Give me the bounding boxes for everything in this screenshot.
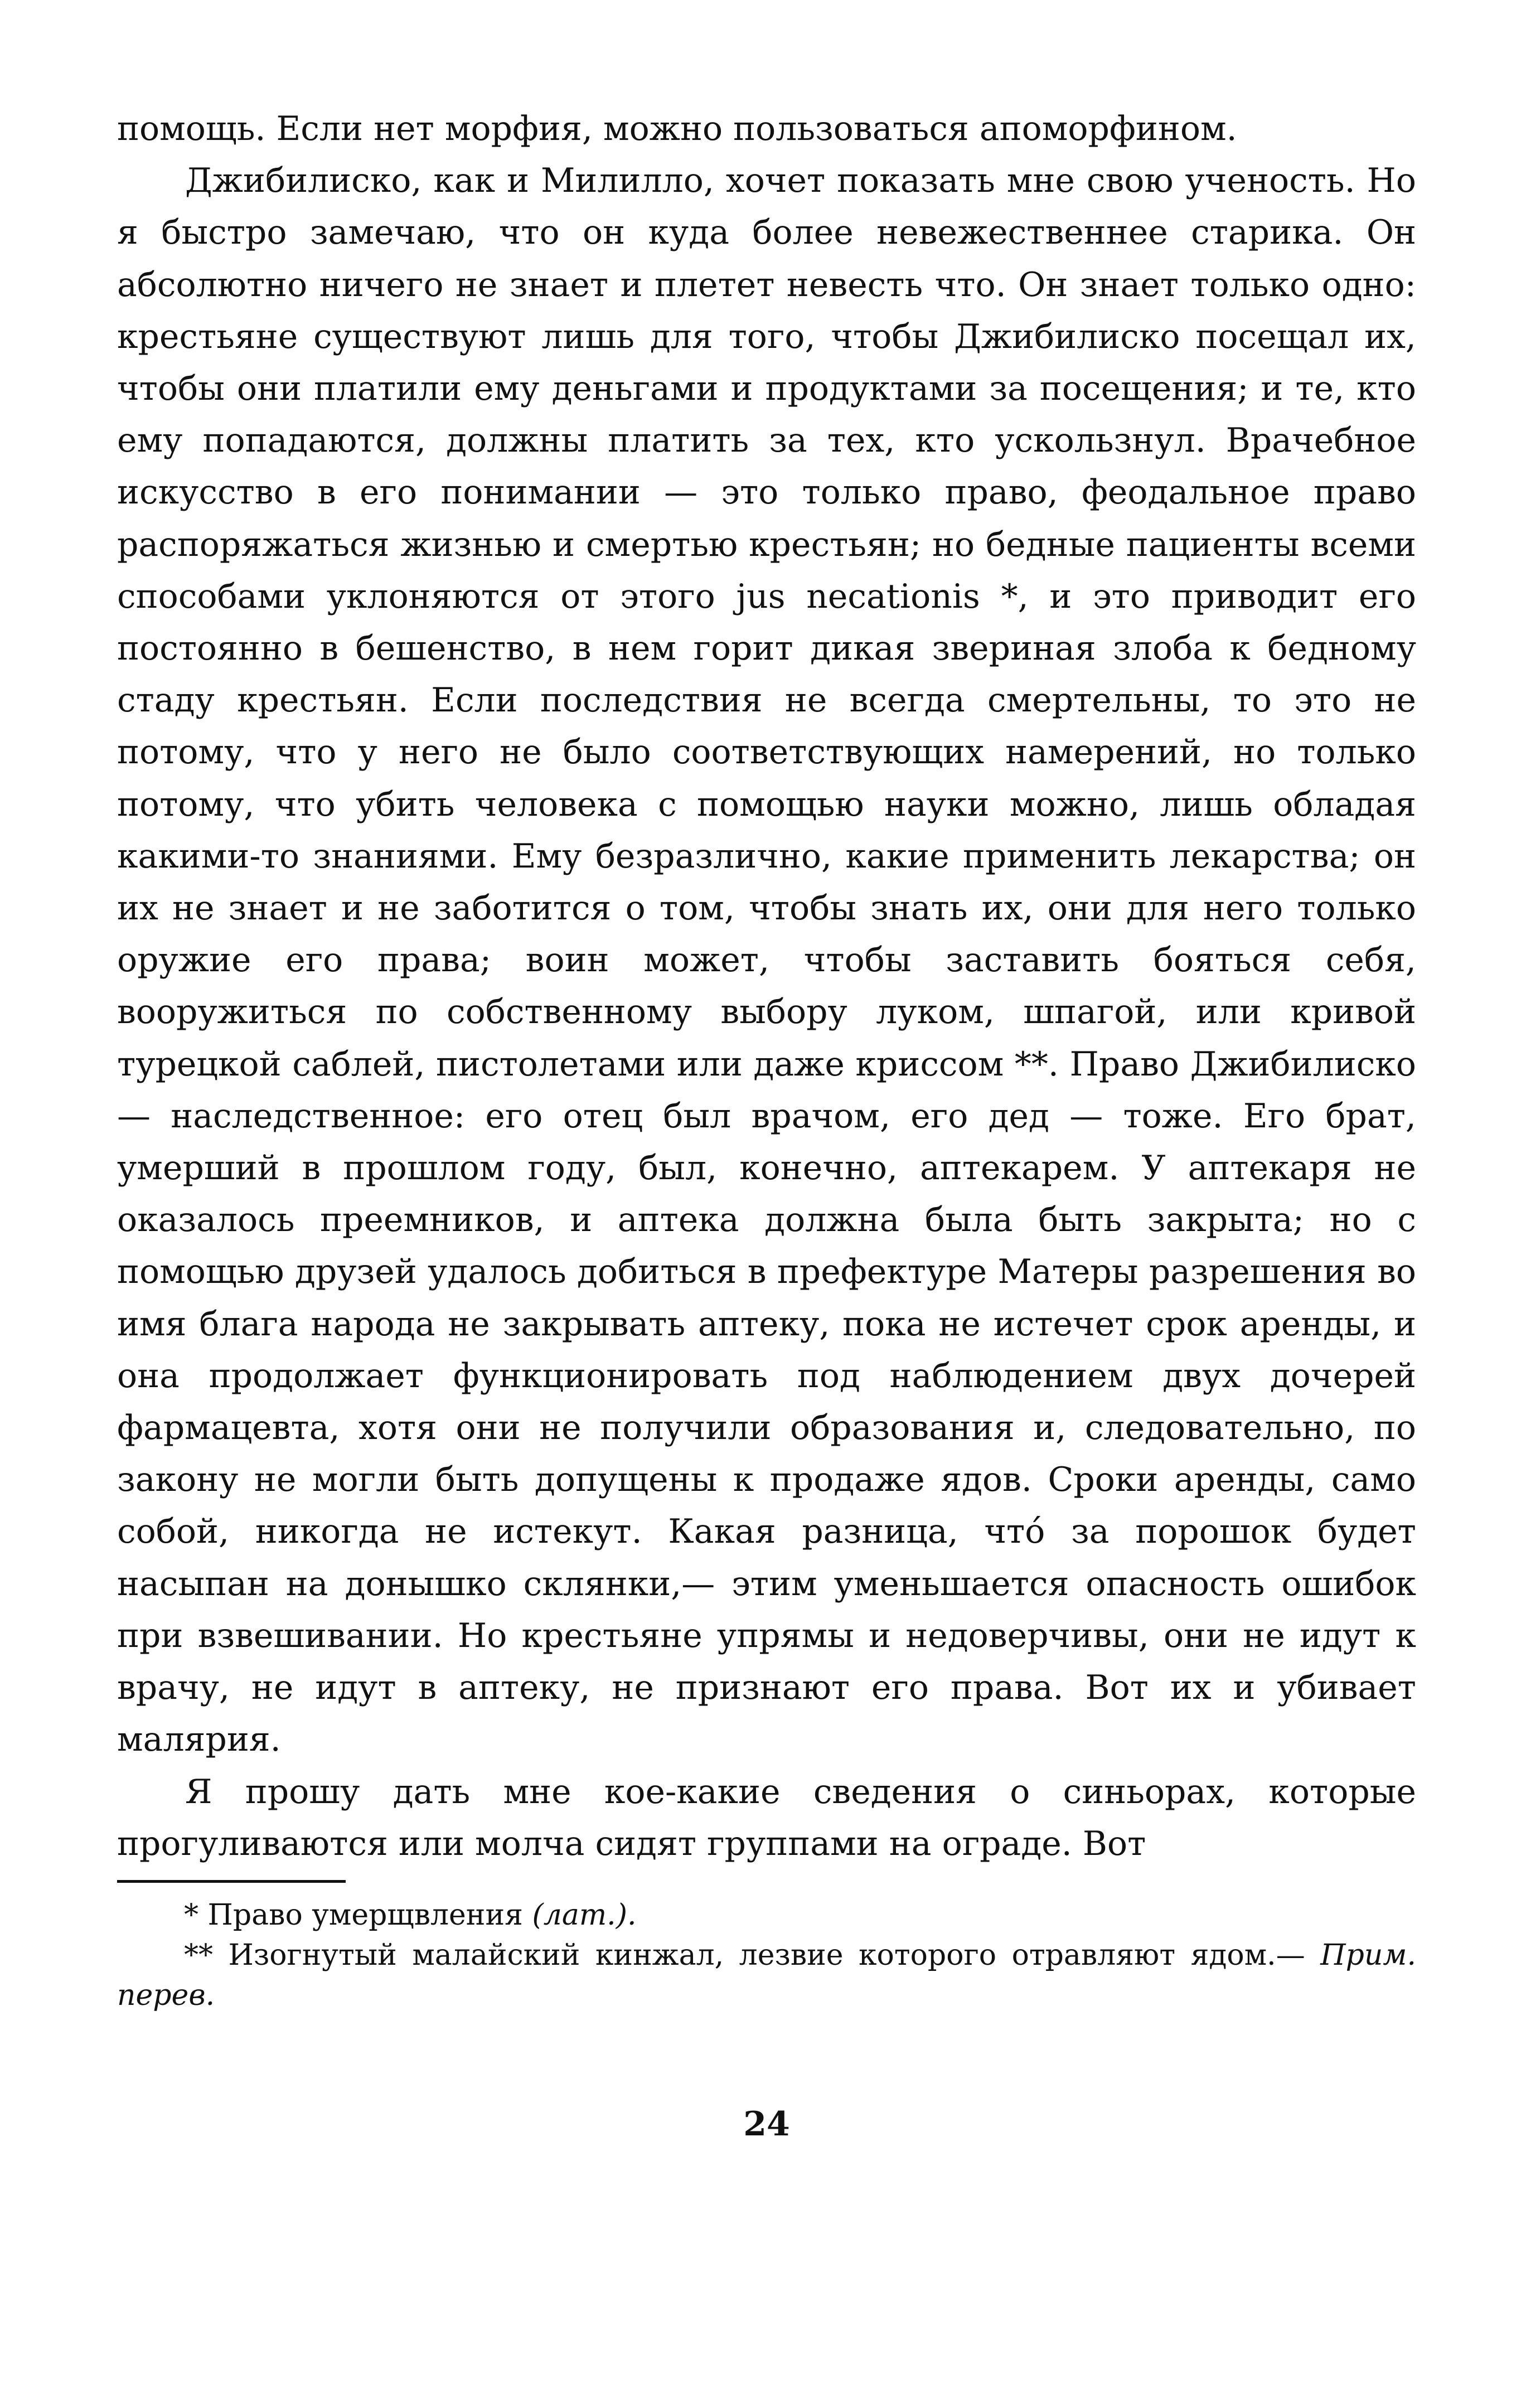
footnote-separator xyxy=(117,1880,346,1883)
paragraph-1: помощь. Если нет морфия, можно пользоваться апоморфином. xyxy=(117,109,1237,148)
footnote-1-text: * Право умерщвления xyxy=(184,1898,532,1932)
footnote-2 xyxy=(117,1935,1416,2015)
footnotes xyxy=(117,1895,1416,2015)
paragraph-2: Джибилиско, как и Милилло, хочет показать мне свою ученость. Но я быстро замечаю, что он куда более невежественнее старика. Он абсолютно ничего не знает и плетет невесть что. Он знает только одно: крестьяне существуют лишь для того, чтобы Джибилиско посещал их, чтобы они платили ему деньгами и продуктами за посещения; и те, кто ему попадаются, должны платить за тех, кто ускользнул. Врачебное искусство в его понимании — это только право, феодальное право распоряжаться жизнью и смертью крестьян; но бедные пациенты всеми способами уклоняются от этого jus necationis *, и это приводит его постоянно в бешенство, в нем горит дикая звериная злоба к бедному стаду крестьян. Если последствия не всегда смертельны, то это не потому, что у него не было соответствующих намерений, но только потому, что убить человека с помощью науки можно, лишь обладая какими-то знаниями. Ему безразлично, какие применить лекарства; он их не знает и не заботится о том, чтобы знать их, они для него только оружие его права; воин может, чтобы заставить бояться себя, вооружиться по собственному выбору луком, шпагой, или кривой турецкой саблей, пистолетами или даже криссом **. Право Джибилиско — наследственное: его отец был врачом, его дед — тоже. Его брат, умерший в прошлом году, был, конечно, аптекарем. У аптекаря не оказалось преемников, и аптека должна была быть закрыта; но с помощью друзей удалось добиться в префектуре Матеры разрешения во имя блага народа не закрывать аптеку, пока не истечет срок аренды, и она продолжает функционировать под наблюдением двух дочерей фармацевта, хотя они не получили образования и, следовательно, по закону не могли быть допущены к продаже ядов. Сроки аренды, само собой, никогда не истекут. Какая разница, что́ за порошок будет насыпан на донышко склянки,— этим уменьшается опасность ошибок при взвешивании. Но крестьяне упрямы и недоверчивы, они не идут к врачу, не идут в аптеку, не признают его права. Вот их и убивает малярия. xyxy=(117,161,1416,1760)
footnote-2-text: ** Изогнутый малайский кинжал, лезвие которого отравляют ядом.— xyxy=(184,1938,1321,1972)
footnote-1-note: (лат.). xyxy=(532,1898,637,1932)
paragraph-3: Я прошу дать мне кое-какие сведения о синьорах, которые прогуливаются или молча сидят группами на ограде. Вот xyxy=(117,1772,1416,1863)
page-number: 24 xyxy=(743,2105,790,2144)
footnote-1 xyxy=(117,1895,1416,1935)
book-page xyxy=(117,103,1416,2322)
main-text xyxy=(117,103,1416,1870)
footnote-2-note: Прим. перев. xyxy=(117,1938,1416,2012)
